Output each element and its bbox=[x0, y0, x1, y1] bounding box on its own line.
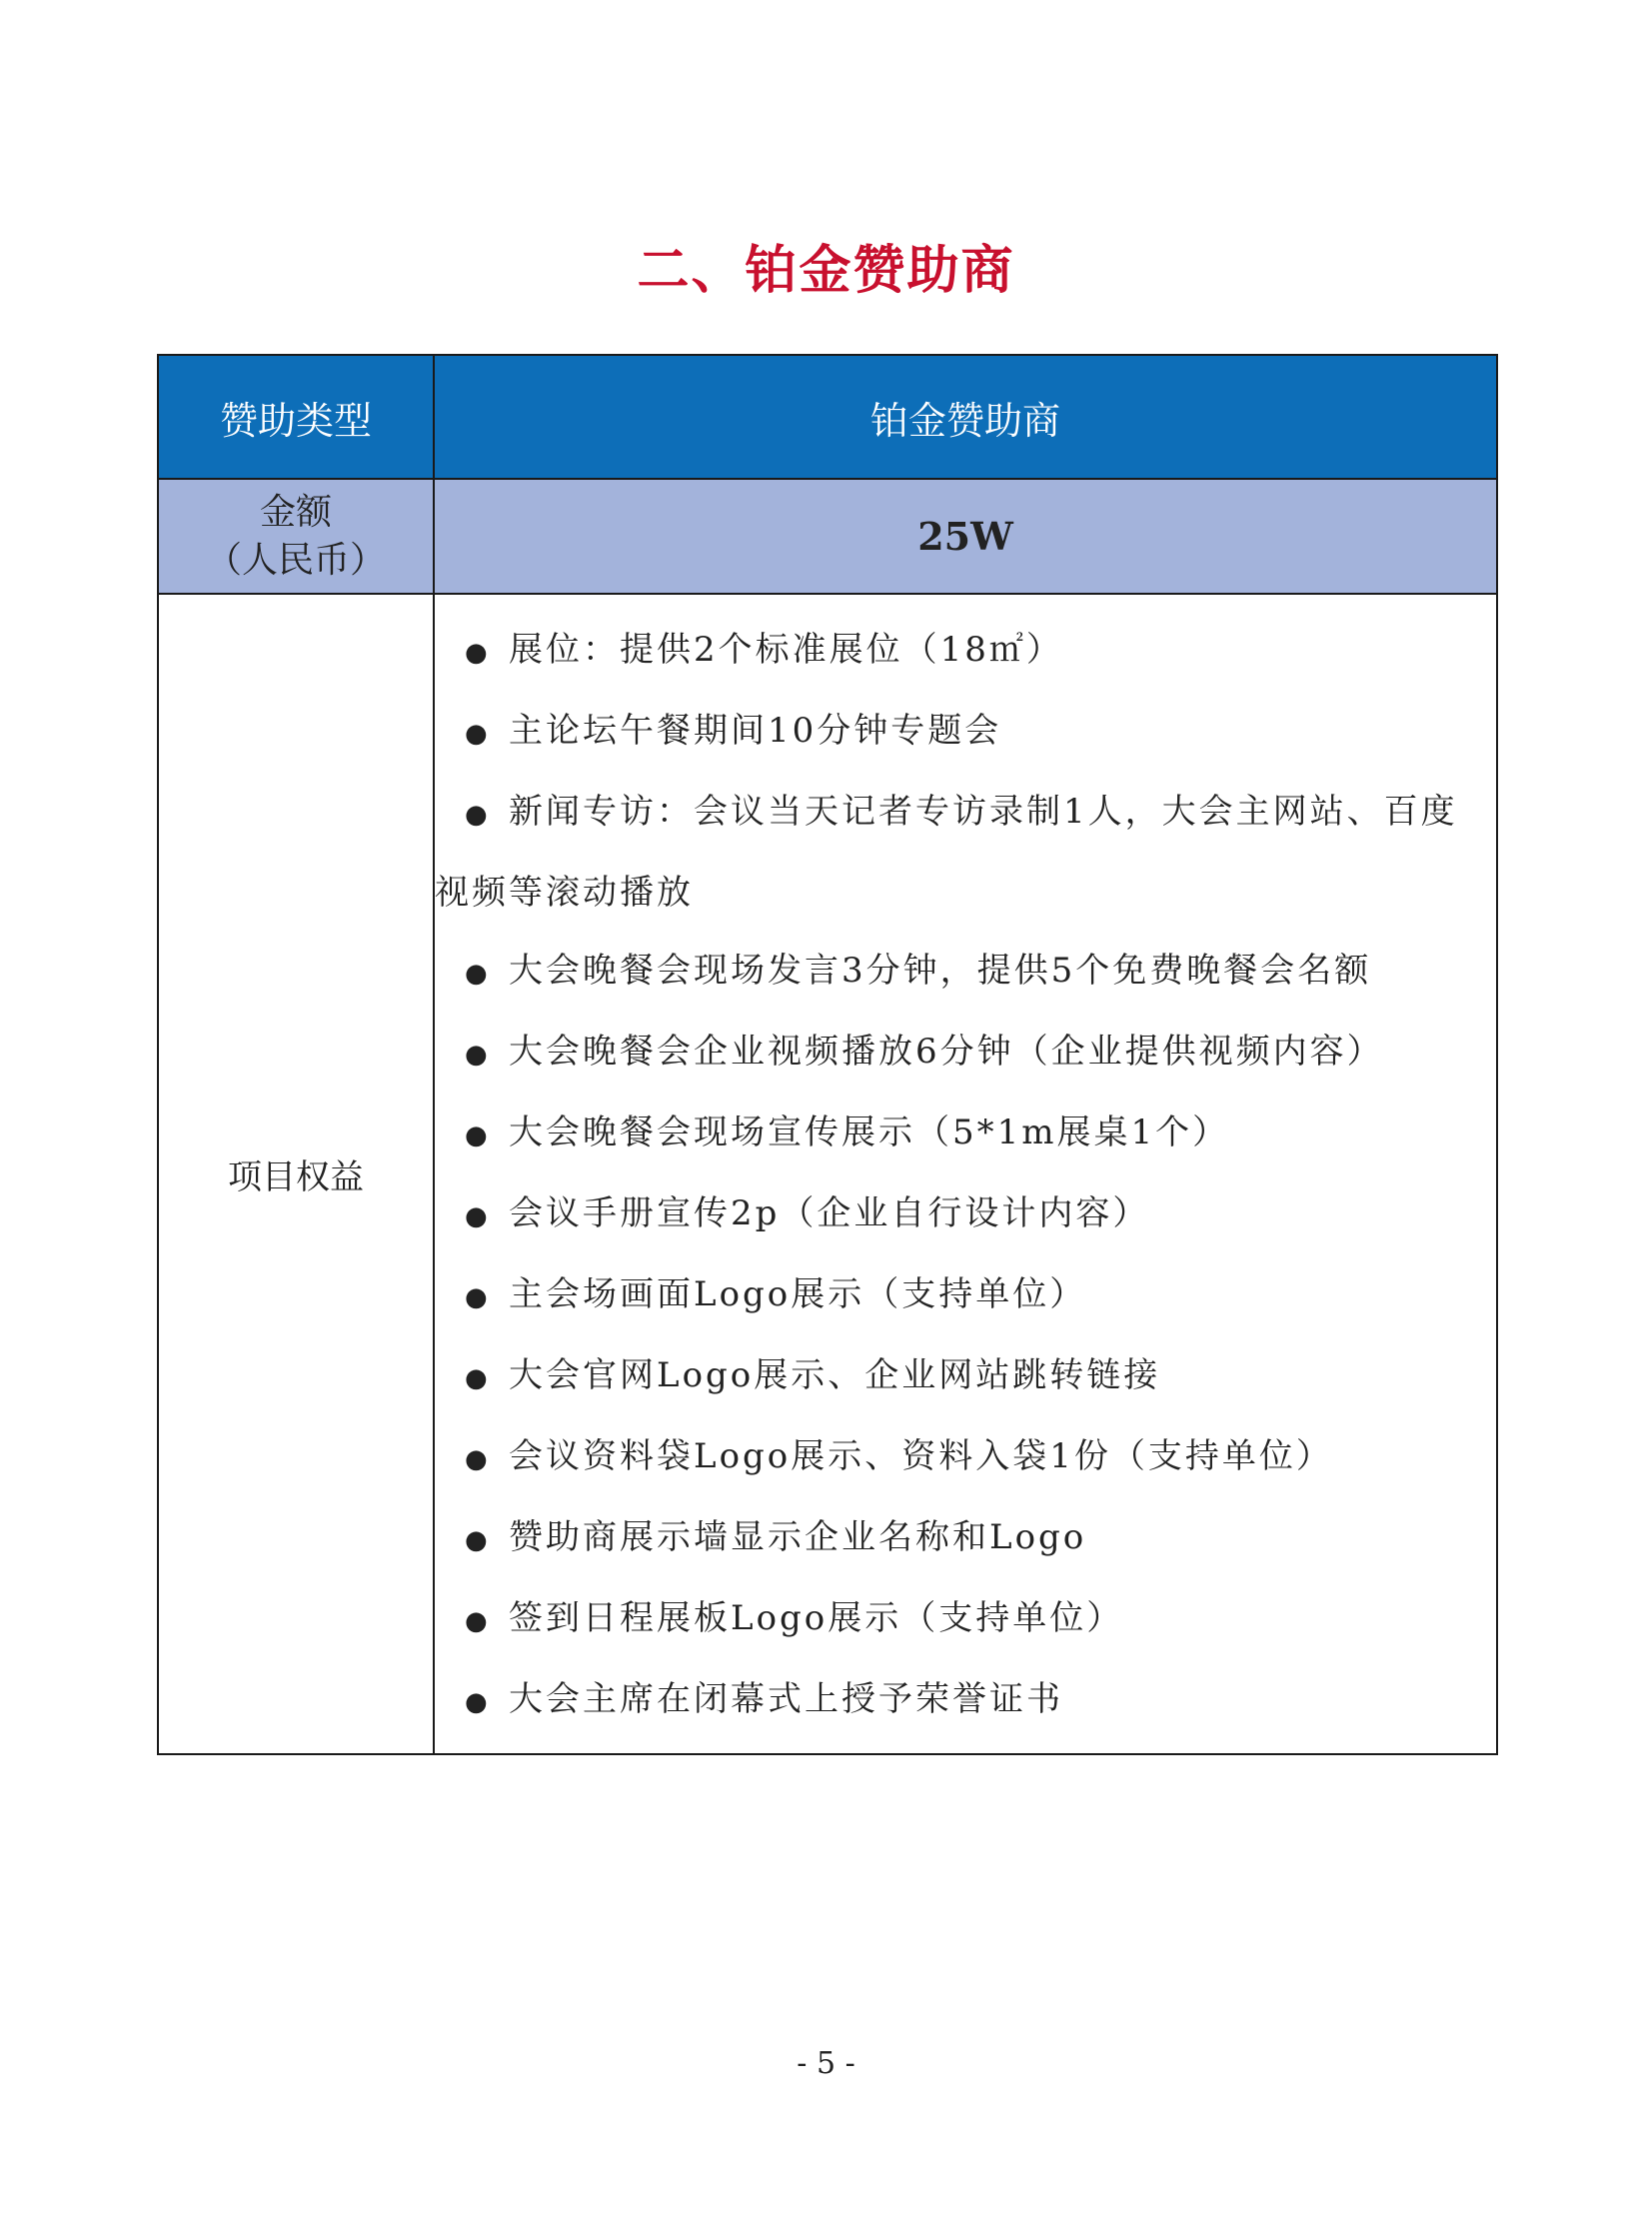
rights-list-cell bbox=[434, 594, 1497, 1754]
table-header-row bbox=[158, 355, 1497, 479]
benefit-list-item bbox=[435, 1094, 1476, 1174]
bullet-dot-icon: ● bbox=[465, 1201, 491, 1231]
amount-label-line1: 金额 bbox=[259, 491, 332, 533]
amount-label-line2: （人民币） bbox=[205, 539, 386, 581]
bullet-dot-icon: ● bbox=[465, 638, 491, 668]
amount-value-cell: 25W bbox=[434, 479, 1497, 594]
page-title: 二、铂金赞助商 bbox=[637, 241, 1015, 301]
benefit-list-item bbox=[435, 1579, 1476, 1660]
benefit-text: 会议手册宣传2p（企业自行设计内容） bbox=[509, 1193, 1150, 1233]
benefit-text: 大会晚餐会企业视频播放6分钟（企业提供视频内容） bbox=[509, 1032, 1384, 1072]
benefit-list-item bbox=[435, 1336, 1476, 1417]
benefit-list-item bbox=[435, 1660, 1476, 1741]
benefit-text: 赞助商展示墙显示企业名称和Logo bbox=[509, 1517, 1087, 1557]
benefit-text: 大会晚餐会现场发言3分钟，提供5个免费晚餐会名额 bbox=[509, 951, 1372, 991]
benefit-text: 主论坛午餐期间10分钟专题会 bbox=[509, 711, 1002, 751]
benefit-list-item bbox=[435, 1174, 1476, 1255]
benefit-text: 大会官网Logo展示、企业网站跳转链接 bbox=[509, 1355, 1161, 1395]
header-cell-sponsor-type: 赞助类型 bbox=[158, 355, 434, 479]
benefit-list-item bbox=[435, 1255, 1476, 1336]
benefit-text: 会议资料袋Logo展示、资料入袋1份（支持单位） bbox=[509, 1436, 1333, 1476]
amount-row bbox=[158, 479, 1497, 594]
benefit-text: 大会晚餐会现场宣传展示（5*1m展桌1个） bbox=[509, 1113, 1230, 1152]
bullet-dot-icon: ● bbox=[465, 1120, 491, 1150]
bullet-dot-icon: ● bbox=[465, 1040, 491, 1070]
bullet-dot-icon: ● bbox=[465, 1444, 491, 1474]
bullet-dot-icon: ● bbox=[465, 1525, 491, 1555]
benefit-list-item bbox=[435, 1013, 1476, 1094]
benefit-list-item bbox=[435, 773, 1476, 932]
header-cell-platinum-sponsor: 铂金赞助商 bbox=[434, 355, 1497, 479]
amount-label-cell bbox=[158, 479, 434, 594]
bullet-dot-icon: ● bbox=[465, 1363, 491, 1393]
sponsorship-table bbox=[157, 354, 1498, 1755]
rights-label-cell: 项目权益 bbox=[158, 594, 434, 1754]
bullet-dot-icon: ● bbox=[465, 1282, 491, 1312]
bullet-dot-icon: ● bbox=[465, 1606, 491, 1636]
benefit-text: 展位：提供2个标准展位（18㎡） bbox=[509, 630, 1063, 670]
bullet-dot-icon: ● bbox=[465, 959, 491, 989]
bullet-dot-icon: ● bbox=[465, 719, 491, 749]
page-number: - 5 - bbox=[797, 2046, 855, 2081]
benefit-list-item bbox=[435, 611, 1476, 692]
bullet-dot-icon: ● bbox=[465, 1687, 491, 1717]
benefit-list-item bbox=[435, 692, 1476, 773]
benefit-text: 大会主席在闭幕式上授予荣誉证书 bbox=[509, 1679, 1063, 1719]
benefit-text: 新闻专访：会议当天记者专访录制1人，大会主网站、百度视频等滚动播放 bbox=[435, 792, 1458, 913]
benefit-list-item bbox=[435, 932, 1476, 1013]
benefit-list-item bbox=[435, 1417, 1476, 1498]
benefit-list-item bbox=[435, 1498, 1476, 1579]
rights-row bbox=[158, 594, 1497, 1754]
benefits-list bbox=[435, 595, 1496, 1753]
bullet-dot-icon: ● bbox=[465, 800, 491, 830]
benefit-text: 签到日程展板Logo展示（支持单位） bbox=[509, 1598, 1124, 1638]
benefit-text: 主会场画面Logo展示（支持单位） bbox=[509, 1274, 1087, 1314]
